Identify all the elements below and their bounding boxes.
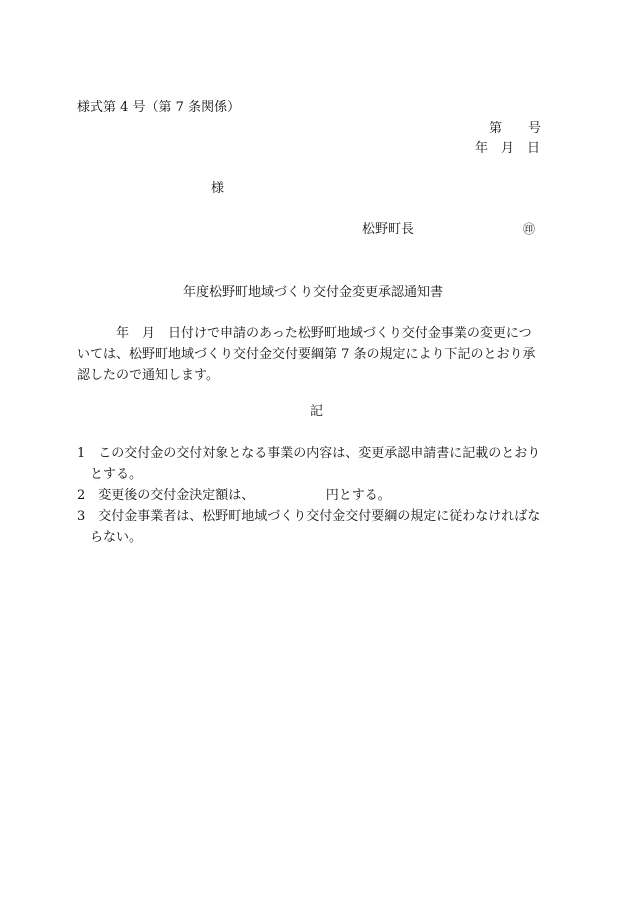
body-paragraph [77,323,557,386]
issuer-name: 松野町長 [362,222,415,237]
body-line: 年 月 日付けで申請のあった松野町地域づくり交付金事業の変更につ [77,326,532,341]
form-number-label: 様式第 4 号（第 7 条関係） [77,100,241,115]
item-line: らない。 [77,530,143,545]
item-line: 1 この交付金の交付対象となる事業の内容は、変更承認申請書に記載のとおり [77,446,541,461]
addressee-honorific: 様 [211,181,225,196]
item-line: とする。 [77,467,143,482]
body-line: 認したので通知します。 [77,368,219,383]
item-line: 2 変更後の交付金決定額は、 円とする。 [77,488,391,503]
body-line: いては、松野町地域づくり交付金交付要綱第 7 条の規定により下記のとおり承 [77,347,536,362]
item-line: 3 交付金事業者は、松野町地域づくり交付金交付要綱の規定に従わなければな [77,509,541,524]
document-number: 第 号 [489,121,542,136]
item-list [77,443,557,548]
seal-mark: ㊞ [523,222,536,236]
document-date: 年 月 日 [475,141,541,156]
ki-heading: 記 [310,404,324,419]
document-title: 年度松野町地域づくり交付金変更承認通知書 [183,285,444,300]
